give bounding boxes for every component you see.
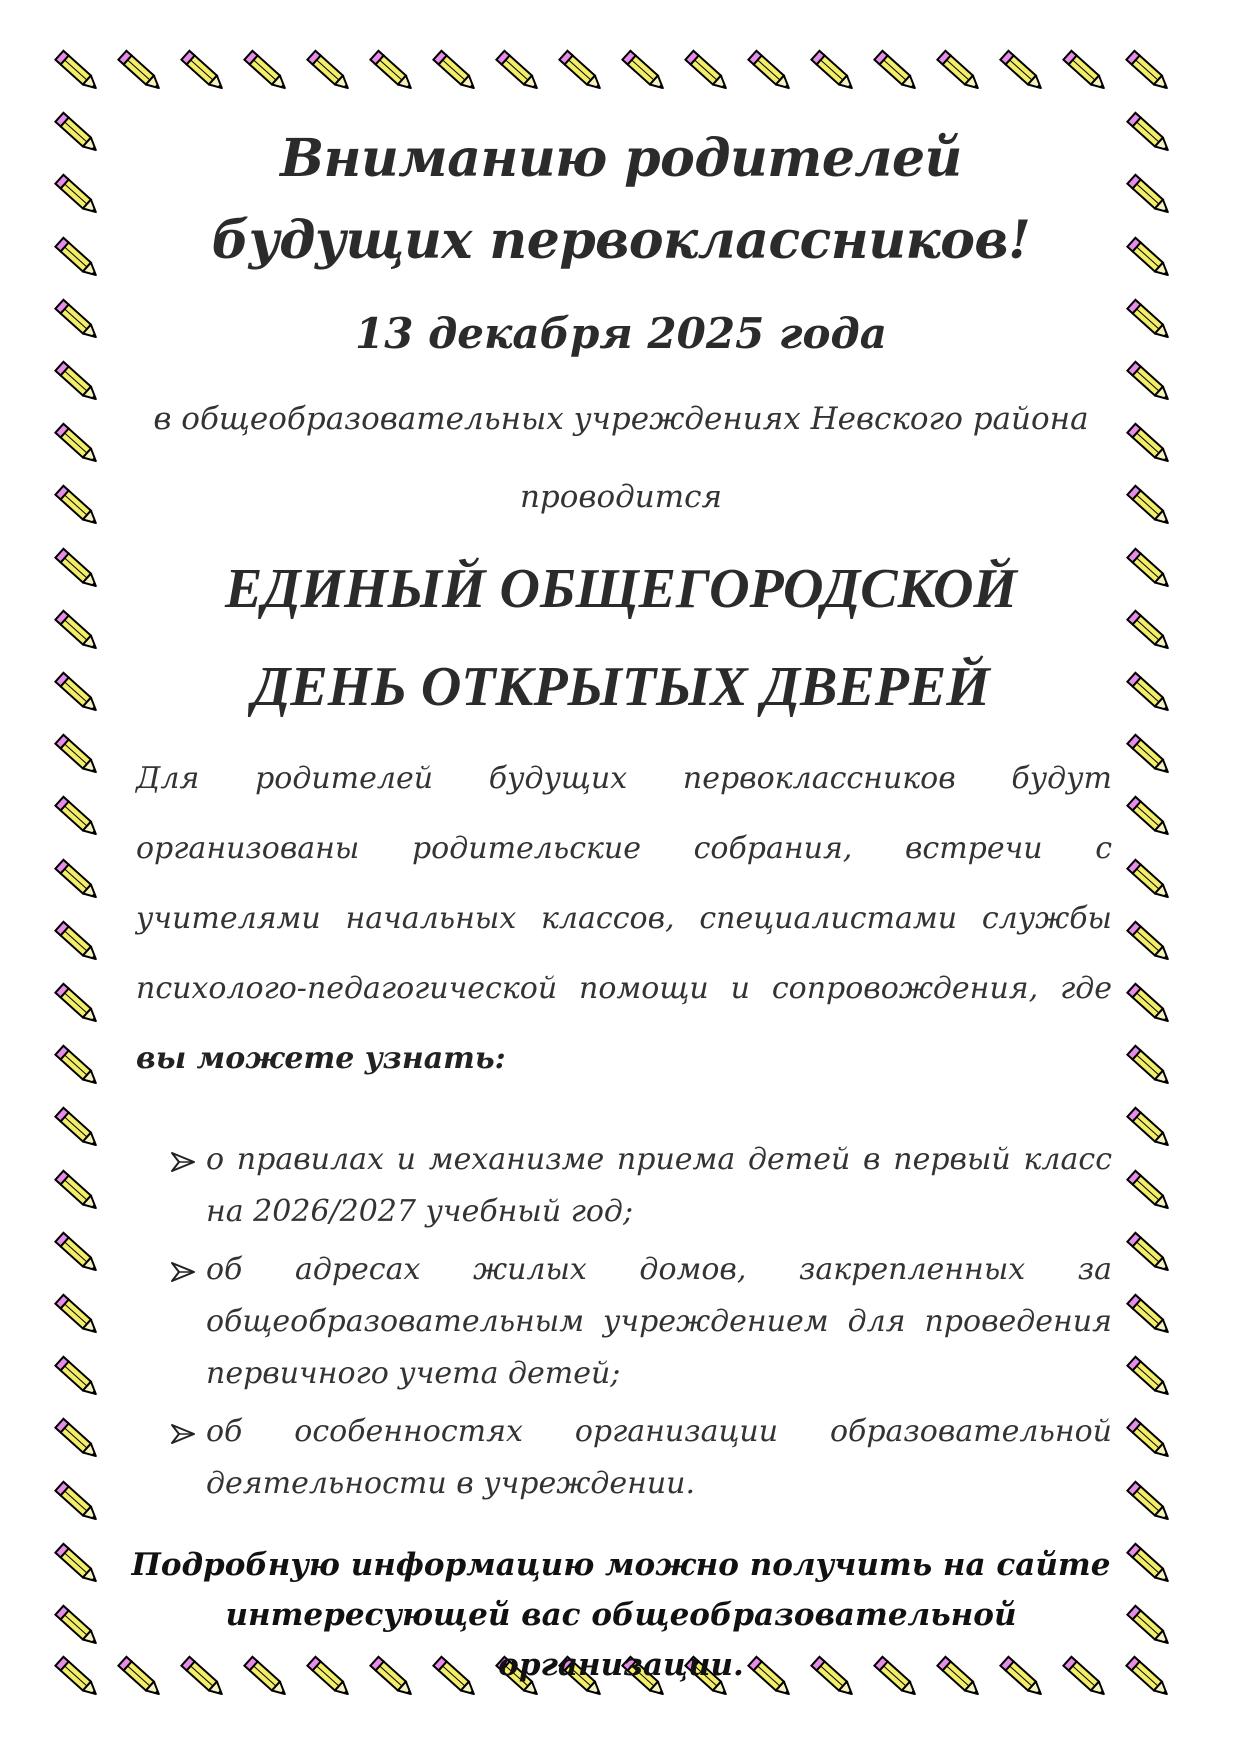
- pencil-icon: [1122, 1477, 1178, 1529]
- list-item-text: об особенностях организации образовательной деятельности в учреждении.: [206, 1414, 1112, 1501]
- pencil-icon: [50, 1477, 106, 1529]
- arrow-bullet-icon: [170, 1151, 196, 1173]
- pencil-icon: [50, 1103, 106, 1155]
- pencil-icon: [50, 108, 106, 160]
- pencil-icon: [1122, 917, 1178, 969]
- pencil-icon: [1122, 855, 1178, 907]
- page-title: [130, 118, 1112, 282]
- pencil-icon: [1122, 357, 1178, 409]
- pencil-icon: [50, 730, 106, 782]
- pencil-icon: [554, 46, 610, 98]
- pencil-icon: [1122, 419, 1178, 471]
- pencil-icon: [1122, 108, 1178, 160]
- pencil-icon: [50, 1652, 106, 1704]
- pencil-icon: [113, 46, 169, 98]
- intro-text: [130, 380, 1112, 536]
- pencil-icon: [50, 1228, 106, 1280]
- pencil-icon: [50, 1539, 106, 1591]
- arrow-bullet-icon: [170, 1423, 196, 1445]
- pencil-icon: [50, 1601, 106, 1653]
- pencil-icon: [50, 606, 106, 658]
- pencil-icon: [239, 46, 295, 98]
- pencil-icon: [1122, 792, 1178, 844]
- pencil-icon: [1122, 295, 1178, 347]
- pencil-icon: [50, 855, 106, 907]
- arrow-bullet-icon: [170, 1261, 196, 1283]
- pencil-icon: [743, 46, 799, 98]
- pencil-icon: [1122, 1103, 1178, 1155]
- footer-note: [130, 1540, 1112, 1690]
- pencil-icon: [1122, 544, 1178, 596]
- pencil-icon: [995, 46, 1051, 98]
- pencil-icon: [1058, 46, 1114, 98]
- pencil-icon: [1121, 46, 1177, 98]
- pencil-icon: [1121, 1652, 1177, 1704]
- pencil-icon: [1122, 606, 1178, 658]
- pencil-icon: [1122, 1166, 1178, 1218]
- pencil-icon: [50, 419, 106, 471]
- pencil-icon: [50, 1352, 106, 1404]
- pencil-icon: [50, 917, 106, 969]
- pencil-icon: [50, 46, 106, 98]
- info-list: [170, 1134, 1112, 1510]
- description-text: Для родителей будущих первоклассников будут организованы родительские собрания, встречи с учителями начальных классов, специалистами службы психолого-педагогической помощи и сопровождения, где: [136, 761, 1112, 1006]
- pencil-icon: [1122, 979, 1178, 1031]
- intro-line-2: проводится: [519, 479, 723, 515]
- description-emphasis: вы можете узнать:: [136, 1041, 506, 1076]
- pencil-icon: [302, 46, 358, 98]
- headline-line-2: ДЕНЬ ОТКРЫТЫХ ДВЕРЕЙ: [252, 656, 990, 718]
- pencil-icon: [50, 1414, 106, 1466]
- pencil-icon: [932, 46, 988, 98]
- pencil-icon: [1122, 1601, 1178, 1653]
- headline-line-1: ЕДИНЫЙ ОБЩЕГОРОДСКОЙ: [225, 558, 1017, 620]
- pencil-icon: [1122, 481, 1178, 533]
- event-date: 13 декабря 2025 года: [355, 309, 887, 358]
- pencil-icon: [50, 295, 106, 347]
- pencil-icon: [365, 46, 421, 98]
- pencil-icon: [1122, 668, 1178, 720]
- pencil-icon: [1122, 1228, 1178, 1280]
- event-headline: [130, 540, 1112, 736]
- content: [130, 118, 1112, 1690]
- pencil-icon: [491, 46, 547, 98]
- pencil-icon: [1122, 1414, 1178, 1466]
- title-line-2: будущих первоклассников!: [211, 210, 1031, 271]
- pencil-icon: [1122, 170, 1178, 222]
- pencil-icon: [680, 46, 736, 98]
- pencil-icon: [617, 46, 673, 98]
- list-item-text: об адресах жилых домов, закрепленных за общеобразовательным учреждением для проведения первичного учета детей;: [206, 1252, 1112, 1391]
- pencil-icon: [1122, 730, 1178, 782]
- pencil-icon: [50, 1166, 106, 1218]
- pencil-icon: [50, 668, 106, 720]
- list-item: [170, 1244, 1112, 1400]
- list-item-text: о правилах и механизме приема детей в первый класс на 2026/2027 учебный год;: [206, 1142, 1112, 1229]
- pencil-icon: [176, 46, 232, 98]
- title-line-1: Вниманию родителей: [280, 128, 962, 189]
- intro-line-1: в общеобразовательных учреждениях Невского района: [153, 401, 1089, 437]
- pencil-icon: [1122, 1290, 1178, 1342]
- pencil-icon: [50, 357, 106, 409]
- list-item: [170, 1134, 1112, 1238]
- description-paragraph: [136, 744, 1112, 1094]
- pencil-icon: [428, 46, 484, 98]
- pencil-icon: [50, 1290, 106, 1342]
- pencil-icon: [1122, 1352, 1178, 1404]
- footer-line-1: Подробную информацию можно получить на сайте: [131, 1547, 1111, 1583]
- pencil-icon: [1122, 1539, 1178, 1591]
- pencil-icon: [806, 46, 862, 98]
- pencil-icon: [50, 170, 106, 222]
- list-item: [170, 1406, 1112, 1510]
- footer-line-2: интересующей вас общеобразовательной организации.: [225, 1597, 1017, 1683]
- pencil-icon: [50, 544, 106, 596]
- pencil-icon: [1122, 233, 1178, 285]
- pencil-icon: [50, 792, 106, 844]
- pencil-icon: [50, 481, 106, 533]
- pencil-icon: [50, 233, 106, 285]
- pencil-icon: [50, 979, 106, 1031]
- pencil-icon: [1122, 1041, 1178, 1093]
- pencil-icon: [50, 1041, 106, 1093]
- pencil-icon: [869, 46, 925, 98]
